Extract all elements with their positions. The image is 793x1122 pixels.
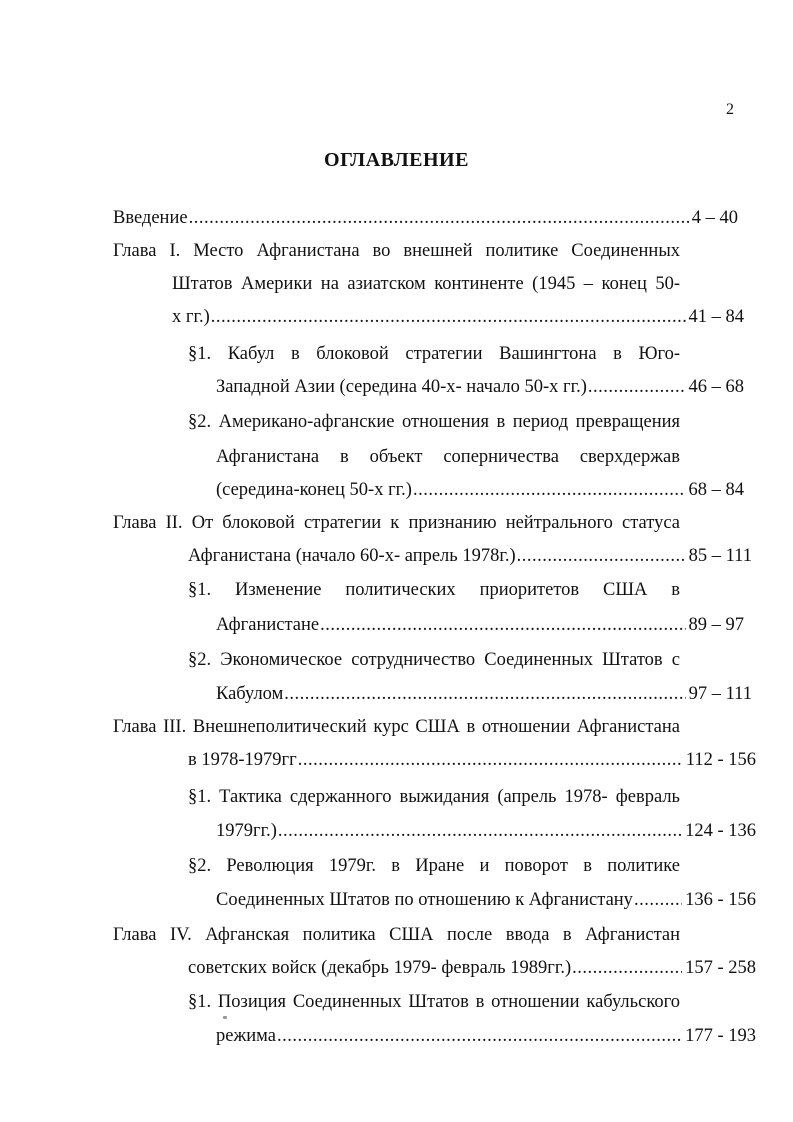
leader-dots: [284, 683, 685, 705]
toc-pages: 89 – 97: [688, 615, 744, 635]
page-title: ОГЛАВЛЕНИЕ: [324, 149, 469, 171]
toc-pages: 177 - 193: [685, 1026, 756, 1046]
toc-label: Соединенных Штатов по отношению к Афганистану: [216, 890, 633, 910]
toc-pages: 46 – 68: [688, 377, 744, 397]
toc-chapter-4-line-1: Глава IV. Афганская политика США после ввода в Афганистан: [113, 925, 680, 945]
leader-dots: [413, 479, 686, 501]
toc-label: Западной Азии (середина 40-х- начало 50-х гг.): [216, 377, 587, 397]
toc-entry-ch1-s1[interactable]: [216, 376, 744, 398]
toc-entry-chapter-4[interactable]: [188, 957, 756, 979]
toc-pages: 85 – 111: [688, 546, 752, 566]
toc-chapter-1-line-1: Глава I. Место Афганистана во внешней политике Соединенных: [113, 241, 680, 261]
leader-dots: [211, 306, 686, 328]
toc-ch3-s2-line-1: §2. Революция 1979г. в Иране и поворот в политике: [188, 856, 680, 876]
leader-dots: [634, 889, 682, 911]
toc-ch1-s2-line-1: §2. Американо-афганские отношения в период превращения: [188, 412, 680, 432]
leader-dots: [278, 820, 682, 842]
toc-label: Введение: [113, 208, 188, 228]
toc-ch4-s1-line-1: §1. Позиция Соединенных Штатов в отношении кабульского: [188, 992, 680, 1012]
toc-pages: 97 – 111: [688, 684, 752, 704]
toc-label: Афганистане: [216, 615, 320, 635]
toc-entry-chapter-2[interactable]: [188, 545, 752, 567]
toc-entry-ch2-s1[interactable]: [216, 614, 744, 636]
leader-dots: [189, 207, 689, 229]
toc-pages: 157 - 258: [685, 958, 756, 978]
toc-label: Афганистана (начало 60-х- апрель 1978г.): [188, 546, 516, 566]
toc-chapter-3-line-1: Глава III. Внешнеполитический курс США в отношении Афганистана: [113, 717, 680, 737]
toc-entry-ch3-s1[interactable]: [216, 820, 756, 842]
toc-label: в 1978-1979гг: [188, 750, 297, 770]
toc-pages: 68 – 84: [688, 480, 744, 500]
toc-ch2-s1-line-1: §1. Изменение политических приоритетов США в: [188, 580, 680, 600]
leader-dots: [298, 749, 683, 771]
toc-entry-chapter-1[interactable]: [172, 306, 744, 328]
toc-pages: 41 – 84: [688, 307, 744, 327]
toc-chapter-1-line-2: Штатов Америки на азиатском континенте (1945 – конец 50-: [172, 274, 680, 294]
toc-pages: 124 - 136: [685, 821, 756, 841]
toc-chapter-2-line-1: Глава II. От блоковой стратегии к признанию нейтрального статуса: [113, 513, 680, 533]
toc-ch1-s2-line-2: Афганистана в объект соперничества сверхдержав: [216, 447, 680, 467]
leader-dots: [277, 1025, 682, 1047]
toc-entry-ch2-s2[interactable]: [216, 683, 752, 705]
toc-pages: 112 - 156: [685, 750, 756, 770]
leader-dots: [320, 614, 685, 636]
toc-ch1-s1-line-1: §1. Кабул в блоковой стратегии Вашингтона в Юго-: [188, 344, 680, 364]
toc-pages: 136 - 156: [685, 890, 756, 910]
page-number: 2: [726, 101, 734, 118]
toc-ch3-s1-line-1: §1. Тактика сдержанного выжидания (апрель 1978- февраль: [188, 787, 680, 807]
toc-entry-intro[interactable]: [113, 207, 738, 229]
toc-entry-chapter-3[interactable]: [188, 749, 756, 771]
toc-entry-ch4-s1[interactable]: [216, 1025, 756, 1047]
toc-label: режима: [216, 1026, 276, 1046]
scan-speck: [223, 1016, 227, 1019]
leader-dots: [572, 957, 682, 979]
toc-label: Кабулом: [216, 684, 284, 704]
toc-entry-ch3-s2[interactable]: [216, 889, 756, 911]
leader-dots: [588, 376, 686, 398]
toc-entry-ch1-s2[interactable]: [216, 479, 744, 501]
toc-label: 1979гг.): [216, 821, 277, 841]
toc-label: (середина-конец 50-х гг.): [216, 480, 412, 500]
toc-ch2-s2-line-1: §2. Экономическое сотрудничество Соединенных Штатов с: [188, 650, 680, 670]
toc-label: советских войск (декабрь 1979- февраль 1989гг.): [188, 958, 572, 978]
toc-label: х гг.): [172, 307, 210, 327]
toc-pages: 4 – 40: [691, 208, 738, 228]
leader-dots: [517, 545, 686, 567]
